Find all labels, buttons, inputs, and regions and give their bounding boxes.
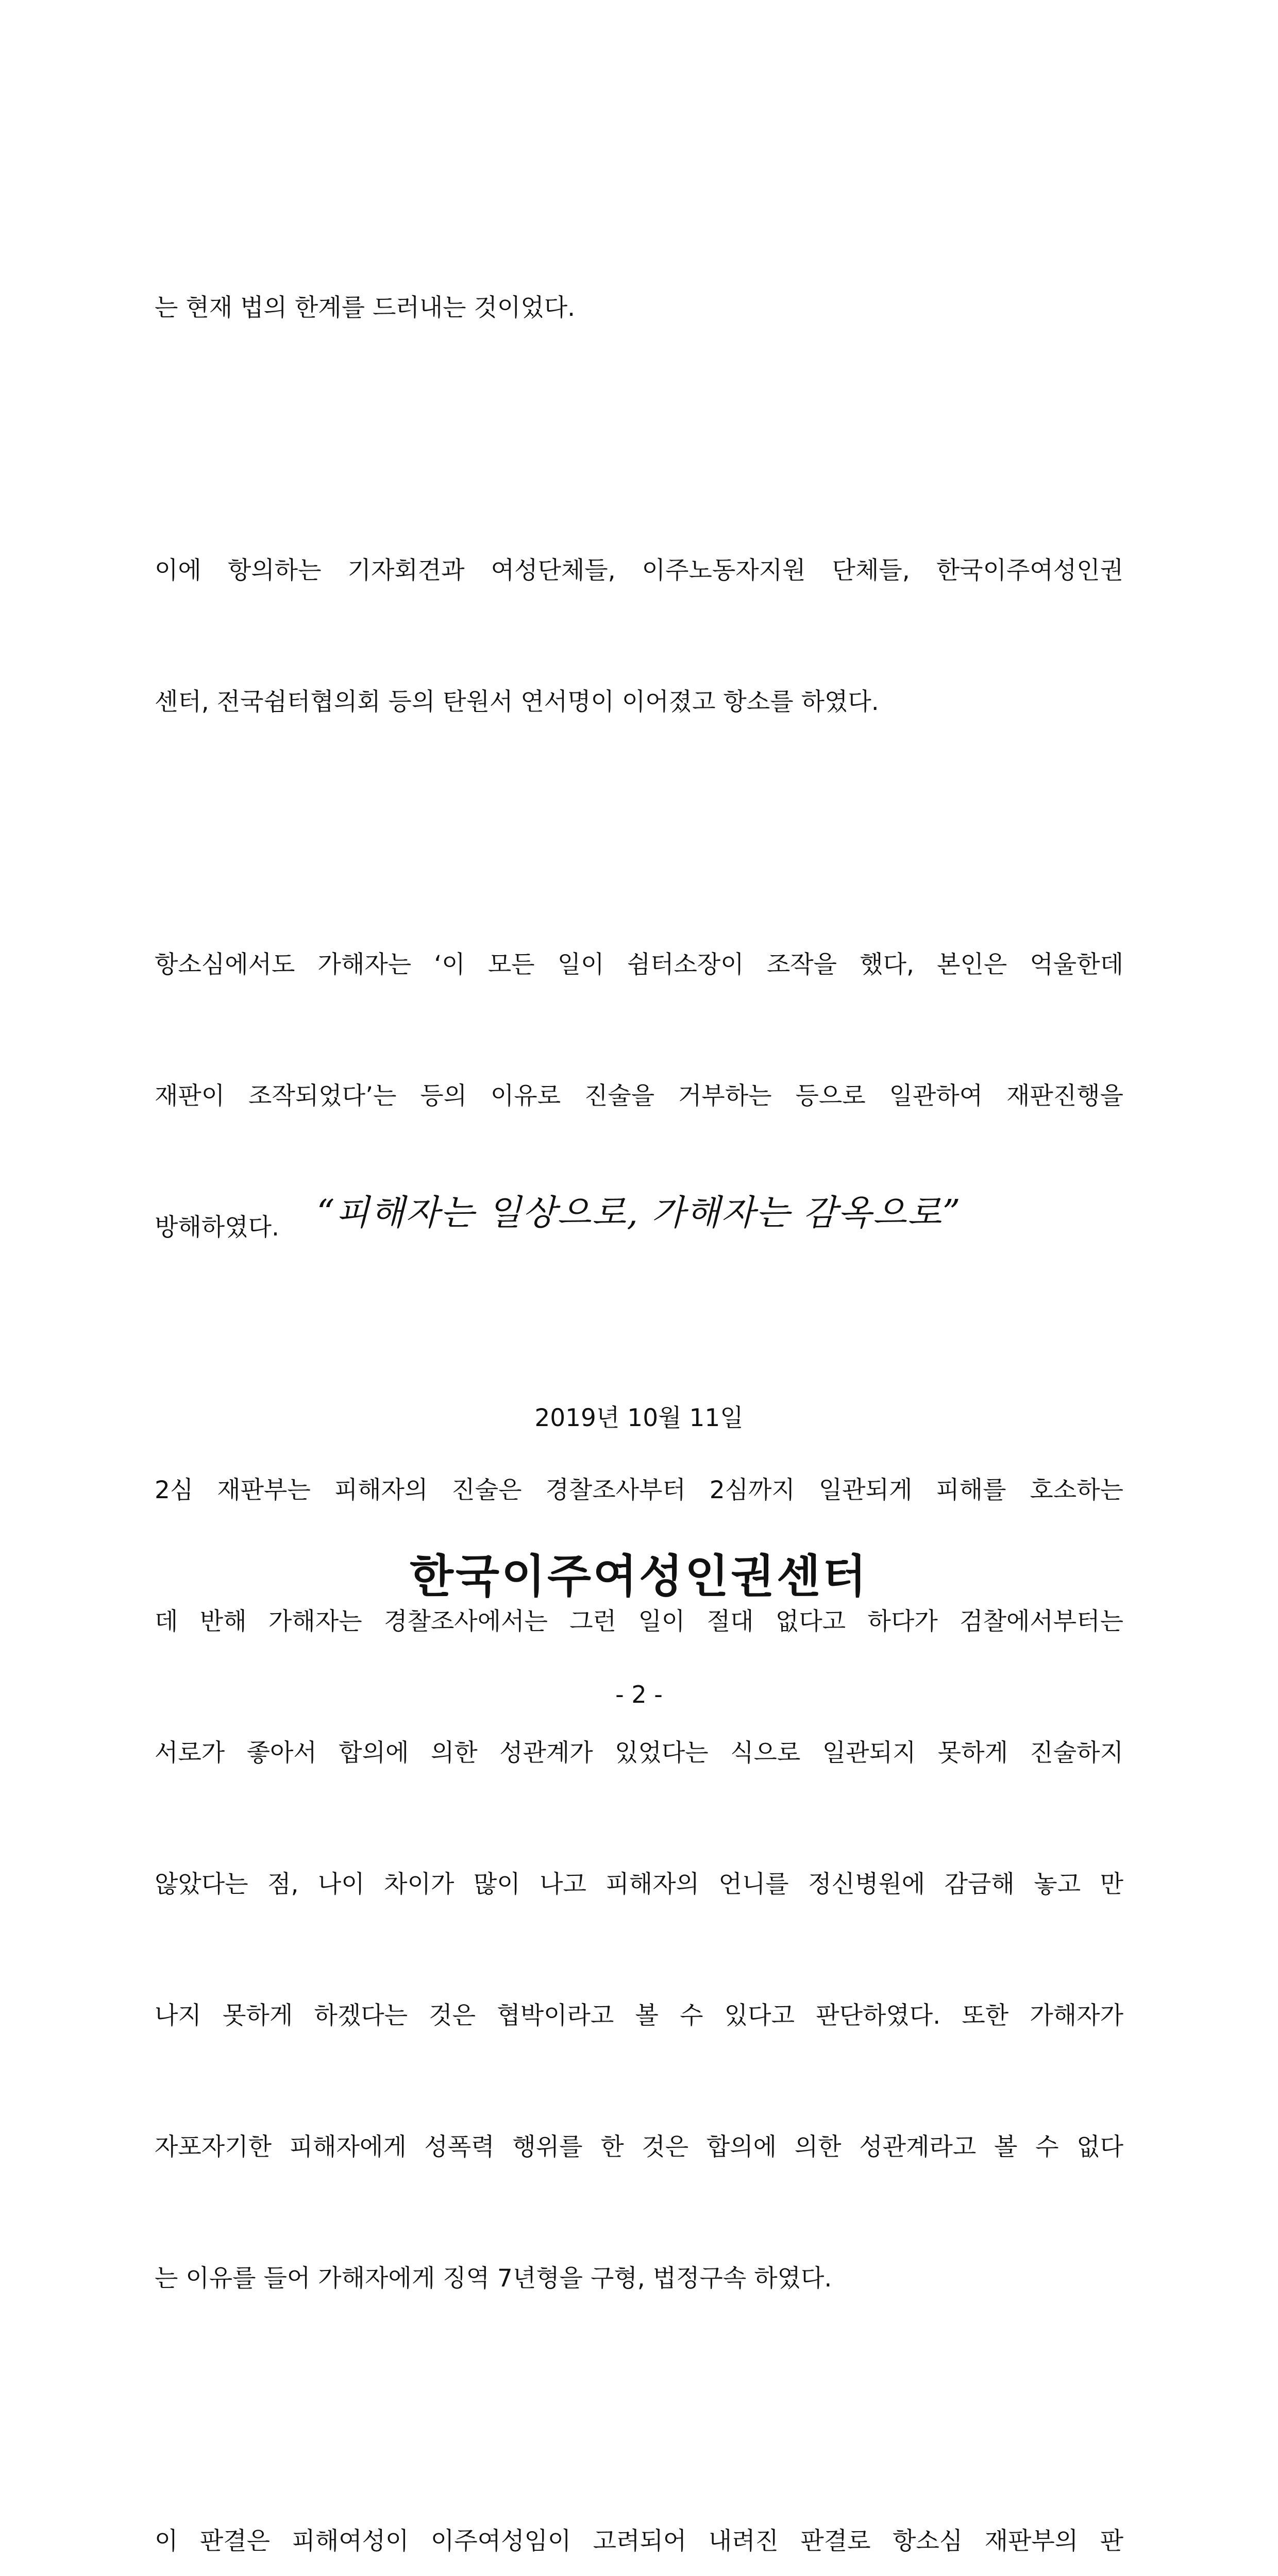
paragraph-3 bbox=[155, 855, 1123, 1337]
text-line: 재판이 조작되었다’는 등의 이유로 진술을 거부하는 등으로 일관하여 재판진행을 bbox=[155, 1082, 1123, 1110]
text-line: 는 이유를 들어 가해자에게 징역 7년형을 구형, 법정구속 하였다. bbox=[155, 2264, 832, 2293]
text-line: 방해하였다. bbox=[155, 1213, 279, 1242]
paragraph-4 bbox=[155, 1381, 1123, 2388]
text-line: 이에 항의하는 기자회견과 여성단체들, 이주노동자지원 단체들, 한국이주여성인권 bbox=[155, 556, 1123, 585]
paragraph-2 bbox=[155, 461, 1123, 811]
text-line: 는 현재 법의 한계를 드러내는 것이었다. bbox=[155, 294, 576, 322]
issue-date: 2019년 10월 11일 bbox=[534, 1404, 744, 1432]
text-line: 이 판결은 피해여성이 이주여성임이 고려되어 내려진 판결로 항소심 재판부의 판 bbox=[155, 2527, 1123, 2555]
paragraph-1 bbox=[155, 198, 1123, 417]
text-line: 서로가 좋아서 합의에 의한 성관계가 있었다는 식으로 일관되지 못하게 진술하지 bbox=[155, 1739, 1123, 1767]
text-line: 항소심에서도 가해자는 ‘이 모든 일이 쉼터소장이 조작을 했다, 본인은 억울한데 bbox=[155, 951, 1123, 979]
body-text bbox=[155, 198, 1123, 2576]
text-line: 데 반해 가해자는 경찰조사에서는 그런 일이 절대 없다고 하다가 검찰에서부터는 bbox=[155, 1607, 1123, 1636]
slogan: “피해자는 일상으로, 가해자는 감옥으로” bbox=[316, 1193, 962, 1233]
paragraph-5 bbox=[155, 2432, 1123, 2576]
text-line: 나지 못하게 하겠다는 것은 협박이라고 볼 수 있다고 판단하였다. 또한 가해자가 bbox=[155, 2002, 1123, 2030]
page-number: - 2 - bbox=[615, 1681, 663, 1708]
text-line: 자포자기한 피해자에게 성폭력 행위를 한 것은 합의에 의한 성관계라고 볼 수 없다 bbox=[155, 2133, 1123, 2161]
organization-name: 한국이주여성인권센터 bbox=[409, 1550, 869, 1603]
text-line: 센터, 전국쉼터협의회 등의 탄원서 연서명이 이어졌고 항소를 하였다. bbox=[155, 688, 879, 716]
text-line: 2심 재판부는 피해자의 진술은 경찰조사부터 2심까지 일관되게 피해를 호소하는 bbox=[155, 1476, 1123, 1504]
text-line: 않았다는 점, 나이 차이가 많이 나고 피해자의 언니를 정신병원에 감금해 놓고 만 bbox=[155, 1870, 1123, 1899]
